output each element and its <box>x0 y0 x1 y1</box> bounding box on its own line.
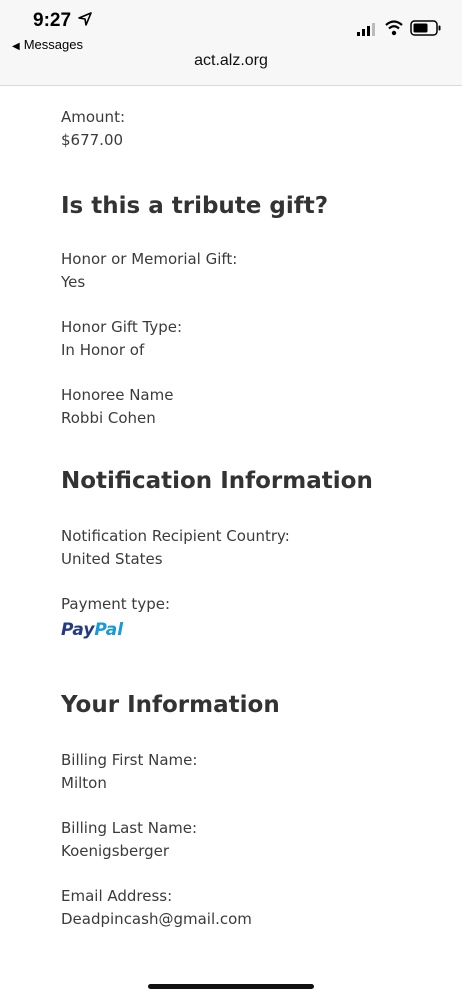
honoree-name-value: Robbi Cohen <box>61 409 156 427</box>
email-address-value: Deadpincash@gmail.com <box>61 910 252 928</box>
honor-memorial-value: Yes <box>61 273 86 291</box>
billing-last-name-field <box>61 817 441 863</box>
paypal-logo <box>61 620 123 640</box>
notification-country-label: Notification Recipient Country: <box>61 527 290 545</box>
billing-first-name-label: Billing First Name: <box>61 751 198 769</box>
payment-type-field <box>61 593 441 640</box>
payment-type-label: Payment type: <box>61 595 170 613</box>
notification-heading: Notification Information <box>61 468 373 494</box>
cellular-signal-icon <box>357 22 377 36</box>
amount-field <box>61 106 441 152</box>
home-indicator[interactable] <box>148 984 314 989</box>
status-time: 9:27 <box>33 10 72 31</box>
notification-country-value: United States <box>61 550 163 568</box>
back-triangle-icon: ◀ <box>12 41 20 52</box>
amount-label: Amount: <box>61 108 125 126</box>
billing-first-name-field <box>61 749 441 795</box>
email-address-field <box>61 885 441 931</box>
back-label: Messages <box>23 37 83 52</box>
honoree-name-label: Honoree Name <box>61 386 174 404</box>
honoree-name-field <box>61 384 441 430</box>
wifi-icon <box>385 20 403 36</box>
billing-last-name-label: Billing Last Name: <box>61 819 198 837</box>
honor-gift-type-field <box>61 316 441 362</box>
paypal-logo-pal: Pal <box>94 620 124 640</box>
honor-memorial-label: Honor or Memorial Gift: <box>61 250 238 268</box>
location-arrow-icon <box>78 12 92 26</box>
battery-icon <box>410 20 442 36</box>
donation-summary <box>61 86 441 953</box>
honor-gift-type-label: Honor Gift Type: <box>61 318 183 336</box>
address-bar-url[interactable]: act.alz.org <box>194 52 268 69</box>
billing-first-name-value: Milton <box>61 774 107 792</box>
tribute-heading: Is this a tribute gift? <box>61 193 329 219</box>
paypal-logo-pay: Pay <box>61 620 95 640</box>
browser-header <box>0 0 462 86</box>
honor-memorial-field <box>61 248 441 294</box>
amount-value: $677.00 <box>61 131 124 149</box>
notification-country-field <box>61 525 441 571</box>
billing-last-name-value: Koenigsberger <box>61 842 170 860</box>
honor-gift-type-value: In Honor of <box>61 341 145 359</box>
email-address-label: Email Address: <box>61 887 173 905</box>
back-to-messages-button[interactable] <box>12 37 83 52</box>
your-information-heading: Your Information <box>61 692 280 718</box>
